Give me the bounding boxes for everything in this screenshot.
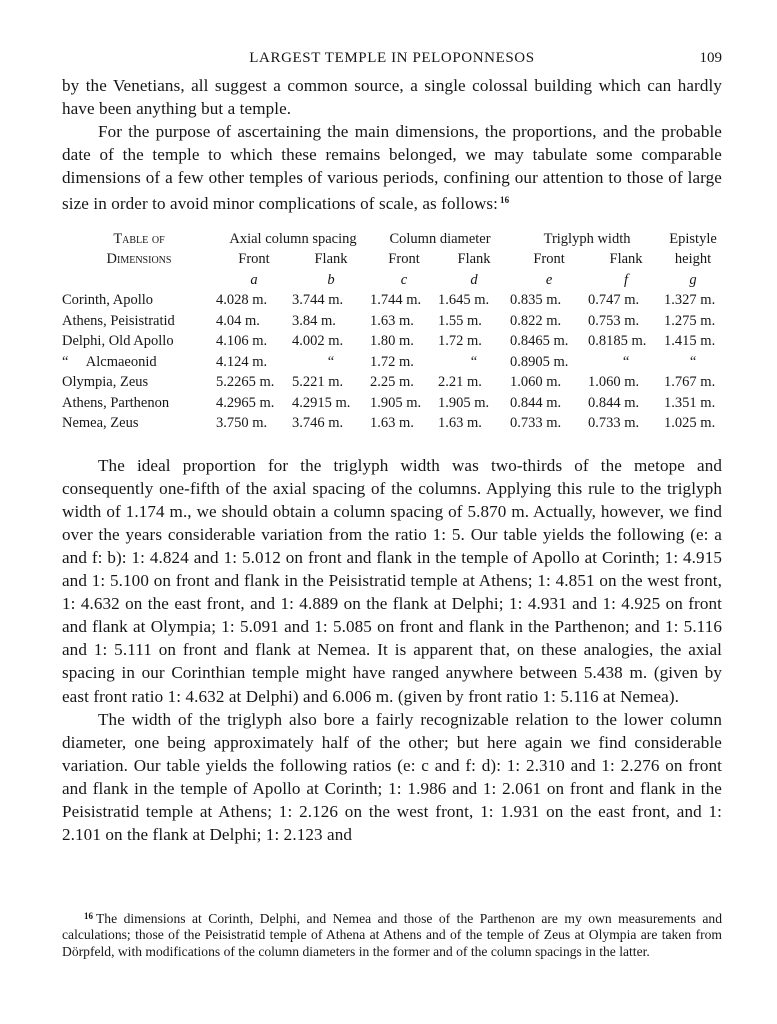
row-value: 1.63 m. xyxy=(370,312,414,329)
subhead-flank: Flank xyxy=(457,251,491,268)
row-value: 4.028 m. xyxy=(216,292,268,309)
row-value: 3.750 m. xyxy=(216,415,268,432)
group-column-diameter: Column diameter xyxy=(389,230,491,247)
page-header xyxy=(62,46,722,74)
row-value: 0.822 m. xyxy=(510,312,562,329)
row-temple-name: Olympia, Zeus xyxy=(62,374,149,391)
row-value: 4.106 m. xyxy=(216,333,268,350)
row-value: 1.72 m. xyxy=(438,333,482,350)
column-letter: c xyxy=(400,271,408,288)
paragraph-4: The width of the triglyph also bore a fairly recognizable relation to the lower column diameter, one being approximately half of the other; but here again we find considerable variation. Our table yields the following ratios (e: c and f: d): 1: 2.310 and 1: 2.276 on front and flank in the temple of Apollo at Corinth; 1: 1.986 and 1: 2.061 on front and flank in the Peisistratid temple at Athens; 1: 2.126 on the west front, 1: 1.931 on the east front, and 1: 2.101 on the flank at Delphi; 1: 2.123 and xyxy=(62,709,722,845)
subhead-flank: Flank xyxy=(609,251,643,268)
row-value: 1.415 m. xyxy=(664,333,716,350)
row-temple-name: Athens, Peisistratid xyxy=(62,312,175,329)
footnote xyxy=(62,908,722,960)
table-row xyxy=(62,413,722,434)
group-triglyph-width: Triglyph width xyxy=(543,230,631,247)
group-axial-spacing: Axial column spacing xyxy=(229,230,357,247)
row-value: “ xyxy=(470,353,478,370)
row-value: 1.80 m. xyxy=(370,333,414,350)
row-value: “ xyxy=(622,353,630,370)
row-value: 4.002 m. xyxy=(292,333,344,350)
column-letter-row xyxy=(62,270,722,291)
row-value: 1.63 m. xyxy=(370,415,414,432)
dimensions-table xyxy=(62,229,722,434)
row-value: 2.25 m. xyxy=(370,374,414,391)
subhead-front: Front xyxy=(388,251,420,268)
subhead-front: Front xyxy=(238,251,270,268)
row-value: 1.72 m. xyxy=(370,353,414,370)
table-row xyxy=(62,352,722,373)
column-letter: e xyxy=(545,271,553,288)
row-value: 4.124 m. xyxy=(216,353,268,370)
paragraph-2-text: For the purpose of ascertaining the main dimensions, the proportions, and the probable date of the temple to which these remains belonged, we may tabulate some comparable dimensions of a few other temples of various periods, confining our attention to those of large size in order to avoid minor complications of scale, as follows: xyxy=(62,122,722,214)
row-value: 5.2265 m. xyxy=(216,374,275,391)
subhead-epistyle-height: height xyxy=(674,251,712,268)
row-value: 4.04 m. xyxy=(216,312,260,329)
footnote-ref: 16 xyxy=(500,195,510,206)
row-temple-name: Delphi, Old Apollo xyxy=(62,333,174,350)
row-value: 3.84 m. xyxy=(292,312,336,329)
row-value: 0.835 m. xyxy=(510,292,562,309)
row-temple-name: Corinth, Apollo xyxy=(62,292,154,309)
row-value: 4.2915 m. xyxy=(292,394,351,411)
row-value: 0.8905 m. xyxy=(510,353,569,370)
table-row xyxy=(62,311,722,332)
row-value: 3.746 m. xyxy=(292,415,344,432)
row-value: 1.744 m. xyxy=(370,292,422,309)
row-value: 0.844 m. xyxy=(510,394,562,411)
table-label-line1: Table of xyxy=(113,230,165,247)
row-temple-name: “ Alcmaeonid xyxy=(62,353,157,370)
paragraph-1: by the Venetians, all suggest a common source, a single colossal building which can hardly have been anything but a temple. xyxy=(62,76,722,119)
table-row xyxy=(62,290,722,311)
column-letter: a xyxy=(250,271,258,288)
row-value: 0.733 m. xyxy=(588,415,640,432)
row-value: 1.55 m. xyxy=(438,312,482,329)
row-temple-name: Nemea, Zeus xyxy=(62,415,139,432)
row-value: 1.060 m. xyxy=(588,374,640,391)
row-value: 5.221 m. xyxy=(292,374,344,391)
column-letter: g xyxy=(689,271,697,288)
paragraph-3: The ideal proportion for the triglyph width was two-thirds of the metope and consequently one-fifth of the axial spacing of the columns. Applying this rule to the triglyph width of 1.174 m., we should obtain a column spacing of 5.870 m. Actually, however, we find over the years considerable variation from the ratio 1: 5. Our table yields the following (e: a and f: b): 1: 4.824 and 1: 5.012 on front and flank in the temple of Apollo at Corinth; 1: 4.915 and 1: 5.100 on front and flank in the Peisistratid temple at Athens; 1: 4.851 on the west front, 1: 4.632 on the east front, and 1: 4.889 on the flank at Delphi; 1: 4.931 and 1: 4.925 on front and flank at Olympia; 1: 5.091 and 1: 5.085 on front and flank in the Parthenon; and 1: 5.116 and 1: 5.111 on front and flank at Nemea. It is apparent that, on these analogies, the axial spacing in our Corinthian temple might have ranged anywhere between 5.438 m. (given by east front ratio 1: 4.632 at Delphi) and 6.006 m. (given by front ratio 1: 5.116 at Nemea). xyxy=(62,455,722,706)
row-value: 0.844 m. xyxy=(588,394,640,411)
row-value: “ xyxy=(689,353,697,370)
row-value: “ xyxy=(327,353,335,370)
row-value: 4.2965 m. xyxy=(216,394,275,411)
row-value: 1.025 m. xyxy=(664,415,716,432)
running-head: LARGEST TEMPLE IN PELOPONNESOS xyxy=(249,50,535,66)
row-value: 1.351 m. xyxy=(664,394,716,411)
page-number: 109 xyxy=(699,50,722,66)
table-row xyxy=(62,393,722,414)
row-value: 1.905 m. xyxy=(438,394,490,411)
row-value: 1.645 m. xyxy=(438,292,490,309)
column-letter: b xyxy=(327,271,335,288)
row-value: 1.060 m. xyxy=(510,374,562,391)
row-value: 1.327 m. xyxy=(664,292,716,309)
footnote-number: 16 xyxy=(84,911,93,921)
column-letter: d xyxy=(470,271,478,288)
row-value: 1.767 m. xyxy=(664,374,716,391)
row-value: 0.753 m. xyxy=(588,312,640,329)
table-label-line2: Dimensions xyxy=(106,251,172,268)
subhead-front: Front xyxy=(533,251,565,268)
row-value: 1.905 m. xyxy=(370,394,422,411)
row-value: 0.8465 m. xyxy=(510,333,569,350)
page-body xyxy=(62,46,722,846)
row-value: 1.275 m. xyxy=(664,312,716,329)
row-value: 0.8185 m. xyxy=(588,333,647,350)
row-value: 2.21 m. xyxy=(438,374,482,391)
group-epistyle: Epistyle xyxy=(669,230,717,247)
row-value: 0.747 m. xyxy=(588,292,640,309)
subhead-flank: Flank xyxy=(314,251,348,268)
footnote-text: The dimensions at Corinth, Delphi, and Nemea and those of the Parthenon are my own measurements and calculations; those of the Peisistratid temple of Athena at Athens and of the temple of Zeus at Olympia are taken from Dörpfeld, with modifications of the column diameters in the former and of the column spacings in the latter. xyxy=(62,911,722,959)
column-letter: f xyxy=(624,271,629,288)
row-value: 0.733 m. xyxy=(510,415,562,432)
table-row xyxy=(62,331,722,352)
row-temple-name: Athens, Parthenon xyxy=(62,394,170,411)
row-value: 3.744 m. xyxy=(292,292,344,309)
row-value: 1.63 m. xyxy=(438,415,482,432)
table-row xyxy=(62,372,722,393)
paragraph-2 xyxy=(62,120,722,215)
